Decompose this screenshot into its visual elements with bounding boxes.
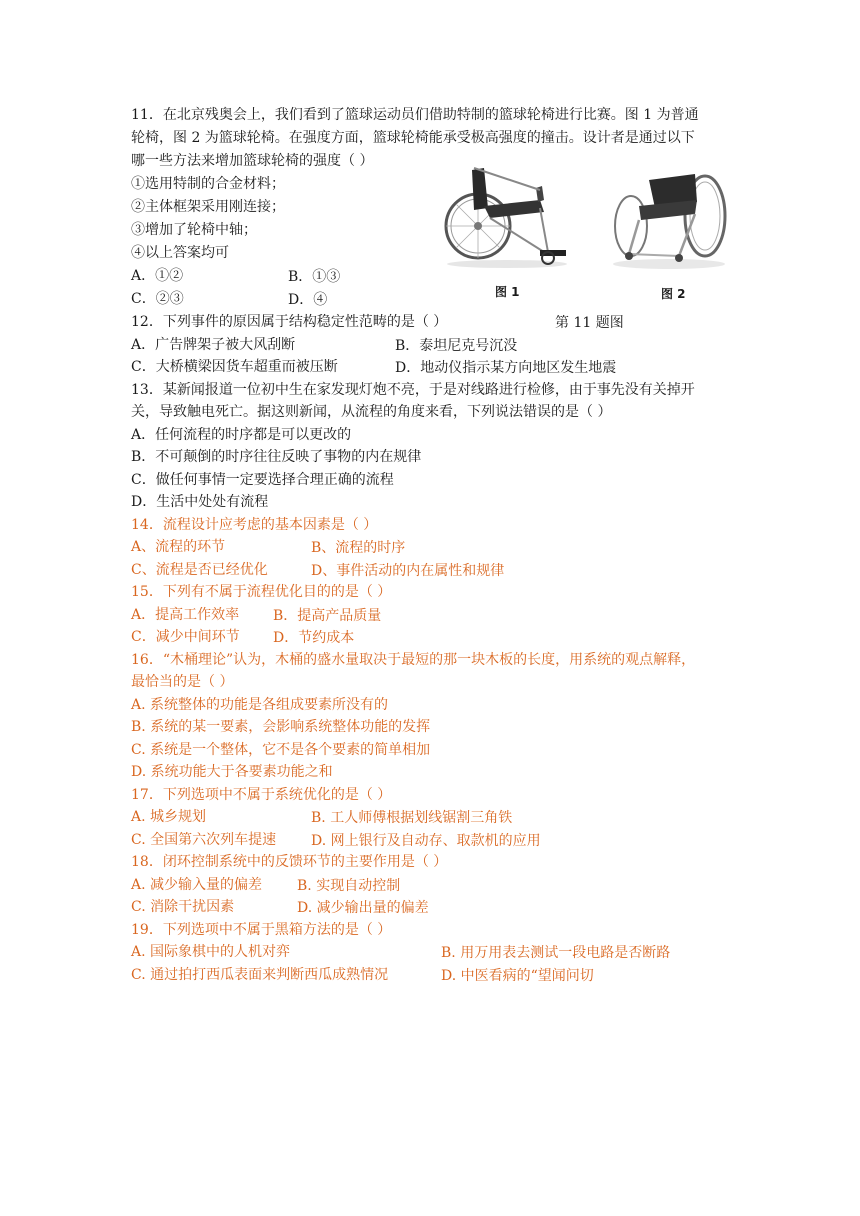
q14-stem: 14．流程设计应考虑的基本因素是（ ） (131, 517, 378, 533)
q11-line-1: 11．在北京残奥会上，我们看到了篮球运动员们借助特制的篮球轮椅进行比赛。图 1 为普通 (131, 107, 699, 123)
q19-option-a: A. 国际象棋中的人机对弈 (131, 944, 291, 960)
q13-option-d: D．生活中处处有流程 (131, 494, 269, 510)
q14-option-d: D、事件活动的内在属性和规律 (311, 563, 505, 579)
q19-option-b: B. 用万用表去测试一段电路是否断路 (441, 945, 671, 961)
q11-item-1: ①选用特制的合金材料； (131, 176, 285, 192)
figure-2-caption: 图 2 (661, 287, 686, 301)
q18-option-c: C. 消除干扰因素 (131, 899, 235, 915)
q11-option-b: B．①③ (288, 269, 341, 285)
q18-option-b: B. 实现自动控制 (297, 878, 401, 894)
q13-option-c: C．做任何事情一定要选择合理正确的流程 (131, 472, 394, 488)
q19-stem: 19．下列选项中不属于黑箱方法的是（ ） (131, 922, 392, 938)
q11-option-c: C．②③ (131, 291, 184, 307)
q18-stem: 18．闭环控制系统中的反馈环节的主要作用是（ ） (131, 854, 448, 870)
q15-option-b: B．提高产品质量 (273, 608, 382, 624)
q16-option-a: A. 系统整体的功能是各组成要素所没有的 (131, 697, 389, 713)
figure-1-caption: 图 1 (495, 285, 520, 299)
figure-label: 第 11 题图 (555, 315, 624, 331)
q11-option-a: A．①② (131, 268, 184, 284)
q17-option-d: D. 网上银行及自动存、取款机的应用 (311, 833, 541, 849)
q19-option-d: D. 中医看病的“望闻问切 (441, 968, 594, 984)
q12-stem: 12．下列事件的原因属于结构稳定性范畴的是（ ） (131, 314, 448, 330)
q14-option-b: B、流程的时序 (311, 540, 406, 556)
q17-option-b: B. 工人师傅根据划线锯割三角铁 (311, 810, 513, 826)
basketball-wheelchair-image (609, 158, 729, 270)
q13-stem: 关，导致触电死亡。据这则新闻，从流程的角度来看，下列说法错误的是（ ） (131, 404, 612, 420)
q12-option-d: D．地动仪指示某方向地区发生地震 (395, 360, 617, 376)
q11-stem: 哪一些方法来增加篮球轮椅的强度（ ） (131, 153, 374, 169)
q17-option-a: A. 城乡规划 (131, 809, 207, 825)
q12-option-a: A．广告牌架子被大风刮断 (131, 337, 296, 353)
q11-item-2: ②主体框架采用刚连接； (131, 199, 285, 215)
q17-stem: 17．下列选项中不属于系统优化的是（ ） (131, 787, 392, 803)
q14-option-a: A、流程的环节 (131, 539, 226, 555)
q12-option-c: C．大桥横梁因货车超重而被压断 (131, 359, 338, 375)
q16-option-b: B. 系统的某一要素，会影响系统整体功能的发挥 (131, 719, 431, 735)
q16-option-c: C. 系统是一个整体，它不是各个要素的简单相加 (131, 742, 431, 758)
q15-option-c: C．减少中间环节 (131, 629, 240, 645)
q16-stem: 最恰当的是（ ） (131, 674, 234, 690)
standard-wheelchair-image (444, 160, 571, 270)
q13-line-1: 13．某新闻报道一位初中生在家发现灯炮不亮，于是对线路进行检修，由于事先没有关掉开 (131, 382, 695, 398)
q18-option-d: D. 减少输出量的偏差 (297, 900, 429, 916)
q16-line-1: 16．“木桶理论”认为，木桶的盛水量取决于最短的那一块木板的长度，用系统的观点解释， (131, 652, 696, 668)
q17-option-c: C. 全国第六次列车提速 (131, 832, 277, 848)
q19-option-c: C. 通过拍打西瓜表面来判断西瓜成熟情况 (131, 967, 389, 983)
q14-option-c: C、流程是否已经优化 (131, 562, 268, 578)
q11-item-4: ④以上答案均可 (131, 245, 229, 261)
q15-option-a: A．提高工作效率 (131, 607, 240, 623)
q15-option-d: D．节约成本 (273, 630, 355, 646)
q13-option-b: B．不可颠倒的时序往往反映了事物的内在规律 (131, 449, 422, 465)
q11-option-d: D．④ (288, 292, 328, 308)
q11-item-3: ③增加了轮椅中轴； (131, 222, 257, 238)
q18-option-a: A. 减少输入量的偏差 (131, 877, 263, 893)
q13-option-a: A．任何流程的时序都是可以更改的 (131, 427, 352, 443)
q16-option-d: D. 系统功能大于各要素功能之和 (131, 764, 333, 780)
q15-stem: 15．下列有不属于流程优化目的的是（ ） (131, 584, 392, 600)
q12-option-b: B．泰坦尼克号沉没 (395, 338, 518, 354)
q11-line-2: 轮椅，图 2 为篮球轮椅。在强度方面，篮球轮椅能承受极高强度的撞击。设计者是通过以下 (131, 130, 695, 146)
